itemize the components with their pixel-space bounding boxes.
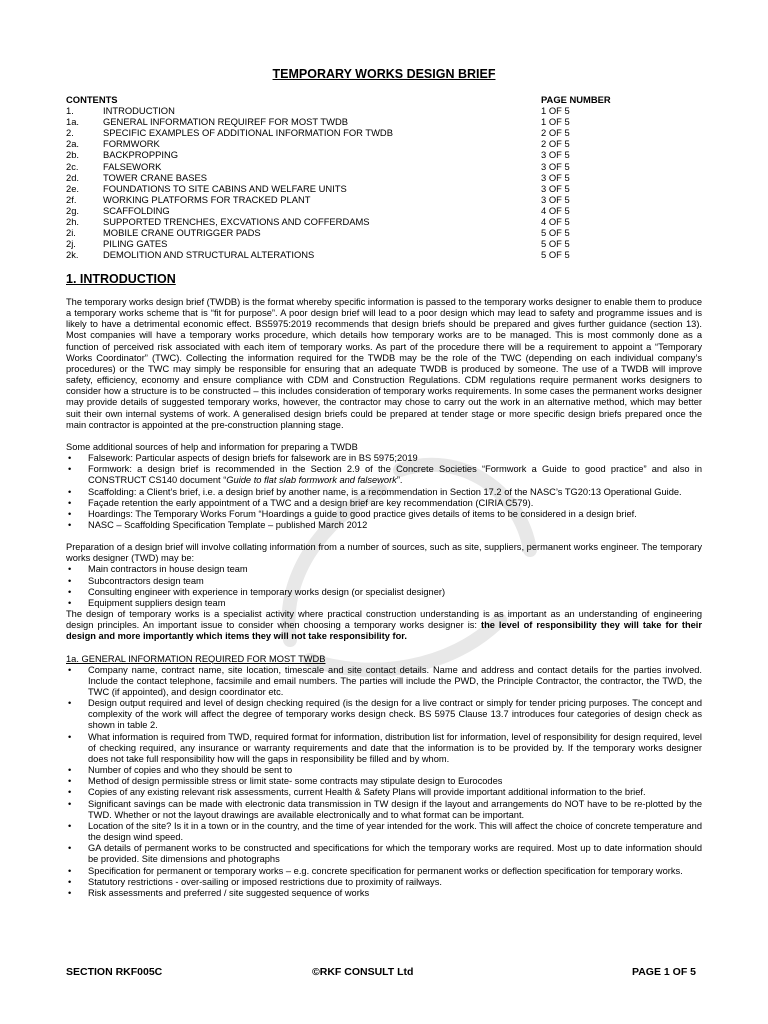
toc-number: 2j. [66, 238, 76, 250]
toc-page-number: 3 OF 5 [541, 171, 570, 183]
list-item: • Company name, contract name, site location, timescale and site contact details. Name and address and contact details for the parties involved. Include the contact telephone, facsimile and email numbers. The parties will include the PWD, the Principle Contractor, the contractor, the TWD, the TWC (if appointed), and design coordinator etc. [66, 665, 702, 698]
toc-row [66, 238, 702, 249]
toc-number: 2e. [66, 182, 80, 194]
toc-title: DEMOLITION AND STRUCTURAL ALTERATIONS [103, 249, 315, 261]
toc-row [66, 227, 702, 238]
sources-intro: Some additional sources of help and information for preparing a TWDB [66, 441, 358, 452]
toc-contents-label: CONTENTS [66, 94, 118, 105]
list-item: • Number of copies and who they should be sent to [66, 765, 702, 776]
toc-header [66, 94, 702, 105]
toc-title: WORKING PLATFORMS FOR TRACKED PLANT [103, 193, 311, 205]
list-item: • What information is required from TWD, required format for information, distribution list for information, level of responsibility for design required, level of checking required, any insurance or warranty requirements and date that the information is to be provided by. If the temporary works designer does not take full responsibility how will the gaps in responsibility be filled and by whom. [66, 732, 702, 765]
general-info-heading: 1a. GENERAL INFORMATION REQUIRED FOR MOST TWDB [66, 653, 326, 664]
toc-number: 2h. [66, 216, 80, 228]
toc-page-number: 5 OF 5 [541, 249, 570, 261]
list-item: • Copies of any existing relevant risk assessments, current Health & Safety Plans will provide important additional information to the brief. [66, 787, 702, 798]
toc-title: FOUNDATIONS TO SITE CABINS AND WELFARE UNITS [103, 182, 347, 194]
preparation-paragraph: Preparation of a design brief will involve collating information from a number of sources, such as site, suppliers, permanent works engineer. The temporary works designer (TWD) may be: [66, 542, 702, 564]
toc-page-number: 2 OF 5 [541, 138, 570, 150]
toc-title: SCAFFOLDING [103, 204, 170, 216]
toc-number: 2a. [66, 138, 80, 150]
toc-title: FORMWORK [103, 138, 160, 150]
toc-page-number: 3 OF 5 [541, 149, 570, 161]
list-item: • Specification for permanent or temporary works – e.g. concrete specification for permanent works or deflection specification for temporary works. [66, 866, 702, 877]
toc-number: 2d. [66, 171, 80, 183]
list-item: • Statutory restrictions - over-sailing or imposed restrictions due to proximity of railways. [66, 877, 702, 888]
toc-row [66, 205, 702, 216]
toc-number: 2k. [66, 249, 79, 261]
list-item: • Formwork: a design brief is recommended in the Section 2.9 of the Concrete Societies “Formwork a Guide to good practice” and also in CONSTRUCT CS140 document “Guide to flat slab formwork and falsework”. [66, 464, 702, 486]
toc-number: 2. [66, 127, 74, 139]
document-body [66, 297, 702, 899]
table-of-contents [66, 94, 702, 260]
toc-title: MOBILE CRANE OUTRIGGER PADS [103, 227, 261, 239]
sources-list [66, 453, 702, 531]
list-item: • NASC – Scaffolding Specification Template – published March 2012 [66, 520, 702, 531]
toc-number: 1. [66, 105, 74, 117]
footer-company: ©RKF CONSULT Ltd [312, 966, 414, 978]
toc-row [66, 116, 702, 127]
toc-page-number: 2 OF 5 [541, 127, 570, 139]
list-item: • Equipment suppliers design team [66, 598, 702, 609]
footer-page-number: PAGE 1 OF 5 [632, 966, 696, 978]
toc-page-number: 3 OF 5 [541, 182, 570, 194]
toc-number: 2c. [66, 160, 79, 172]
list-item: • Façade retention the early appointment of a TWC and a design brief are key recommendation (CIRIA C579). [66, 498, 702, 509]
general-info-list [66, 665, 702, 899]
toc-page-number: 5 OF 5 [541, 238, 570, 250]
list-item: • Consulting engineer with experience in temporary works design (or specialist designer) [66, 587, 702, 598]
toc-page-number: 1 OF 5 [541, 116, 570, 128]
toc-number: 2i. [66, 227, 76, 239]
toc-page-number: 3 OF 5 [541, 160, 570, 172]
list-item: • Scaffolding: a Client’s brief, i.e. a design brief by another name, is a recommendation in Section 17.2 of the NASC’s TG20:13 Operational Guide. [66, 487, 702, 498]
design-paragraph: The design of temporary works is a specialist activity where practical construction understanding is as important as an understanding of engineering design principles. An important issue to consider when choosing a temporary works designer is: the level of responsibility they will take for their design and more importantly which items they will not take responsibility for. [66, 609, 702, 642]
toc-page-number: 4 OF 5 [541, 216, 570, 228]
list-item: • Significant savings can be made with electronic data transmission in TW design if the layout and arrangements do NOT have to be re-plotted by the TWD. Whether or not the layout drawings are available electronically and to what format can be important. [66, 799, 702, 821]
toc-row [66, 172, 702, 183]
toc-number: 2g. [66, 204, 80, 216]
toc-page-number: 1 OF 5 [541, 105, 570, 117]
toc-title: SUPPORTED TRENCHES, EXCVATIONS AND COFFERDAMS [103, 216, 370, 228]
toc-number: 2f. [66, 193, 77, 205]
toc-row [66, 127, 702, 138]
toc-title: FALSEWORK [103, 160, 162, 172]
intro-heading: 1. INTRODUCTION [66, 272, 176, 286]
list-item: • GA details of permanent works to be constructed and specifications for which the temporary works are required. Most up to date information should be provided. Site dimensions and photographs [66, 843, 702, 865]
toc-page-label: PAGE NUMBER [541, 94, 611, 105]
toc-title: PILING GATES [103, 238, 168, 250]
toc-number: 1a. [66, 116, 80, 128]
toc-row [66, 183, 702, 194]
list-item: • Subcontractors design team [66, 576, 702, 587]
toc-title: INTRODUCTION [103, 105, 175, 117]
toc-row [66, 249, 702, 260]
list-item: • Design output required and level of design checking required (is the design for a live contract or simply for tender pricing purposes. The concept and complexity of the work will affect the degree of temporary works design check. BS 5975 Clause 13.7 introduces four categories of design check as shown in table 2. [66, 698, 702, 731]
toc-title: BACKPROPPING [103, 149, 179, 161]
toc-row [66, 149, 702, 160]
intro-paragraph: The temporary works design brief (TWDB) is the format whereby specific information is passed to the temporary works designer to enable them to produce a temporary works scheme that is “fit for purpose”. A poor design brief will lead to a poor design which may lead to safety and programme issues and is likely to have a detrimental economic effect. BS5975:2019 recommends that design briefs should be prepared and gives further guidance (section 13). Most companies will have a temporary works procedure, which details how temporary works are to be managed. This is most commonly done as a function of perceived risk associated with each item of temporary works. As part of the procedure there will be a requirement to appoint a “Temporary Works Coordinator” (TWC). Collecting the information required for the TWDB may be the role of the TWC (depending on each individual company’s procedures) or the TWC may simply be responsible for ensuring that an adequate TWDB is produced by someone. The use of a TWDB will improve safety, efficiency, economy and ensure compliance with CDM and Construction Regulations. CDM regulations require permanent works designers to consider how a structure is to be constructed – this includes consideration of temporary works requirements. In some cases the permanent works designer may provide details of suggested temporary works, however, the contractor may chose to carry out the work in an alternative method, which may better suit their own internal systems of work. A generalised design briefs could be prepared at tender stage or more specific design briefs prepared once the main contractor is appointed at the pre-construction planning stage. [66, 297, 702, 430]
toc-title: GENERAL INFORMATION REQUIREF FOR MOST TWDB [103, 116, 348, 128]
toc-page-number: 4 OF 5 [541, 204, 570, 216]
list-item: • Falsework: Particular aspects of design briefs for falsework are in BS 5975;2019 [66, 453, 702, 464]
toc-title: TOWER CRANE BASES [103, 171, 208, 183]
toc-row [66, 105, 702, 116]
toc-row [66, 216, 702, 227]
toc-row [66, 138, 702, 149]
list-item: • Location of the site? Is it in a town or in the country, and the time of year intended for the work. This will affect the choice of concrete temperature and the design wind speed. [66, 821, 702, 843]
list-item: • Method of design permissible stress or limit state- some contracts may stipulate design to Eurocodes [66, 776, 702, 787]
list-item: • Risk assessments and preferred / site suggested sequence of works [66, 888, 702, 899]
footer-section: SECTION RKF005C [66, 966, 163, 978]
designer-list [66, 564, 702, 609]
toc-row [66, 194, 702, 205]
list-item: • Main contractors in house design team [66, 564, 702, 575]
toc-row [66, 161, 702, 172]
toc-number: 2b. [66, 149, 80, 161]
toc-page-number: 5 OF 5 [541, 227, 570, 239]
toc-title: SPECIFIC EXAMPLES OF ADDITIONAL INFORMATION FOR TWDB [103, 127, 393, 139]
list-item: • Hoardings: The Temporary Works Forum “Hoardings a guide to good practice gives details of items to be considered in a design brief. [66, 509, 702, 520]
document-title: TEMPORARY WORKS DESIGN BRIEF [272, 67, 496, 81]
toc-page-number: 3 OF 5 [541, 193, 570, 205]
